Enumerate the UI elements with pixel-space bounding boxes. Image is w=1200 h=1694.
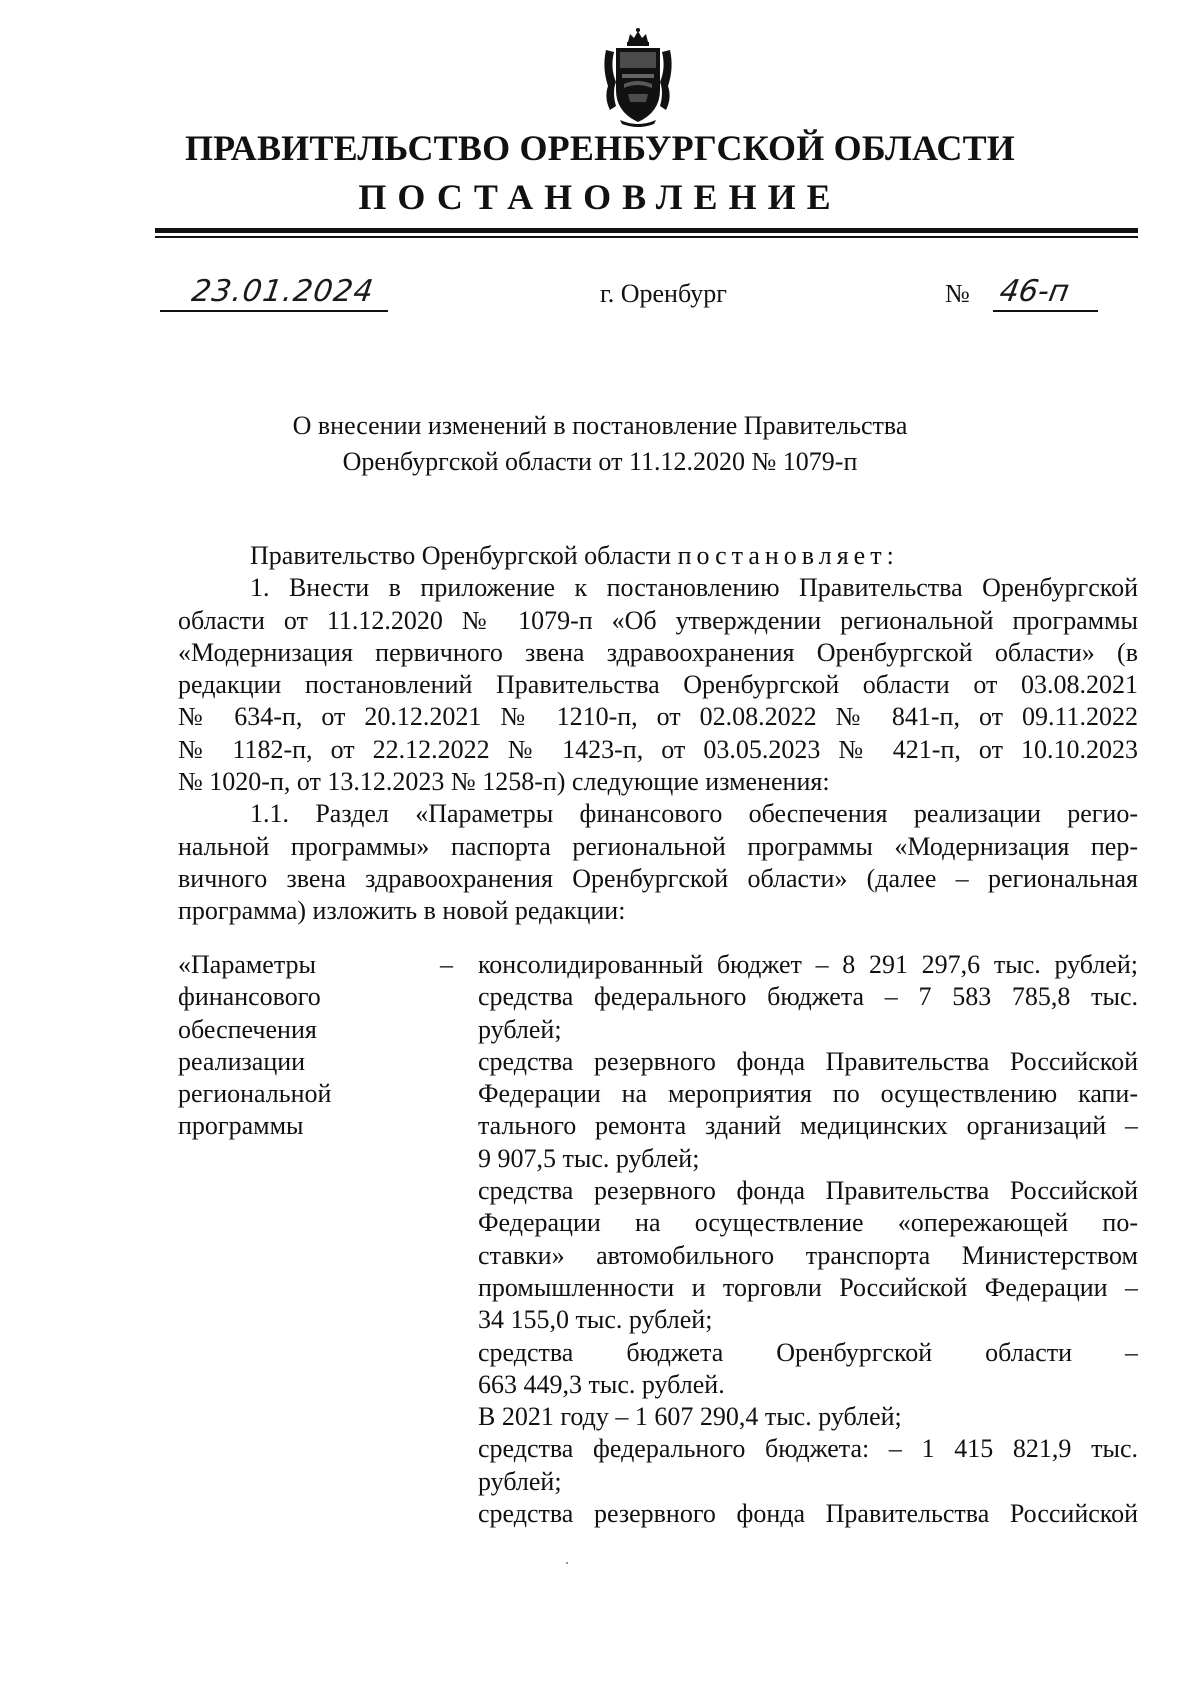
value-line: Федерации на мероприятия по осуществлению капи- [478, 1079, 1138, 1109]
label-line: «Параметры [178, 950, 316, 979]
label-line: обеспечения [178, 1014, 317, 1044]
label-line: реализации [178, 1046, 306, 1076]
label-line: программы [178, 1111, 304, 1141]
value-line: 9 907,5 тыс. рублей; [478, 1143, 700, 1173]
value-line: средства резервного фонда Правительства Российской [478, 1499, 1138, 1529]
scan-speck [566, 1562, 568, 1564]
body-line: № 1020-п, от 13.12.2023 № 1258-п) следующие изменения: [178, 767, 830, 797]
value-line: промышленности и торговли Российской Федерации – [478, 1272, 1138, 1302]
subject-line: Оренбургской области от 11.12.2020 № 1079-п [342, 447, 858, 476]
value-line: 34 155,0 тыс. рублей; [478, 1305, 713, 1335]
value-line: 663 449,3 тыс. рублей. [478, 1369, 725, 1399]
value-line: средства федерального бюджета – 7 583 785,8 тыс. [478, 982, 1138, 1012]
body-line: «Модернизация первичного звена здравоохранения Оренбургской области» (в [178, 637, 1138, 667]
preamble-text: Правительство Оренбургской области [250, 541, 678, 570]
document-subject [150, 408, 1050, 480]
value-line: В 2021 году – 1 607 290,4 тыс. рублей; [478, 1402, 902, 1432]
preamble-verb: постановляет: [677, 541, 899, 570]
value-line: средства резервного фонда Правительства Российской [478, 1046, 1138, 1076]
preamble-line [178, 540, 1138, 572]
handwritten-date: 23.01.2024 [189, 274, 377, 309]
label-line: региональной [178, 1079, 332, 1109]
date-field [160, 274, 390, 314]
body-line: 1. Внести в приложение к постановлению Правительства Оренбургской [250, 573, 1138, 603]
subject-line: О внесении изменений в постановление Правительства [292, 411, 908, 440]
body-line: программа) изложить в новой редакции: [178, 896, 626, 926]
document-number-field [945, 274, 1105, 314]
value-line: консолидированный бюджет – 8 291 297,6 тыс. рублей; [478, 950, 1138, 979]
city-label: г. Оренбург [600, 279, 727, 308]
body-line: № 1182-п, от 22.12.2022 № 1423-п, от 03.05.2023 № 421-п, от 10.10.2023 [178, 734, 1138, 764]
parameters-label [178, 949, 428, 1143]
value-line: ставки» автомобильного транспорта Министерством [478, 1240, 1138, 1270]
parameters-values [478, 949, 1138, 1530]
organization-title: ПРАВИТЕЛЬСТВО ОРЕНБУРГСКОЙ ОБЛАСТИ [184, 128, 1016, 168]
body-line: № 634-п, от 20.12.2021 № 1210-п, от 02.08.2022 № 841-п, от 09.11.2022 [178, 702, 1138, 732]
value-line: Федерации на осуществление «опережающей по- [478, 1208, 1138, 1238]
number-underline [993, 310, 1098, 312]
body-line: области от 11.12.2020 № 1079-п «Об утверждении региональной программы [178, 605, 1138, 635]
value-line: тального ремонта зданий медицинских организаций – [478, 1111, 1138, 1141]
parameters-dash: – [440, 950, 453, 979]
document-body [178, 540, 1138, 928]
value-line: рублей; [478, 1014, 562, 1044]
handwritten-number: 46-п [996, 274, 1072, 309]
label-line: финансового [178, 982, 321, 1012]
value-line: средства бюджета Оренбургской области – [478, 1337, 1138, 1367]
body-line: нальной программы» паспорта региональной программы «Модернизация пер- [178, 831, 1138, 861]
document-type-title: ПОСТАНОВЛЕНИЕ [358, 177, 842, 217]
body-line: вичного звена здравоохранения Оренбургской области» (далее – региональная [178, 863, 1138, 893]
value-line: средства резервного фонда Правительства Российской [478, 1176, 1138, 1206]
value-line: рублей; [478, 1466, 562, 1496]
body-line: редакции постановлений Правительства Оренбургской области от 03.08.2021 [178, 670, 1138, 700]
header-divider-thick [155, 228, 1138, 233]
value-line: средства федерального бюджета: – 1 415 821,9 тыс. [478, 1434, 1138, 1464]
coat-of-arms-icon [600, 28, 676, 128]
header-divider-thin [155, 236, 1138, 238]
number-sign: № [945, 279, 970, 308]
date-underline [160, 310, 388, 312]
body-line: 1.1. Раздел «Параметры финансового обеспечения реализации регио- [250, 799, 1138, 829]
